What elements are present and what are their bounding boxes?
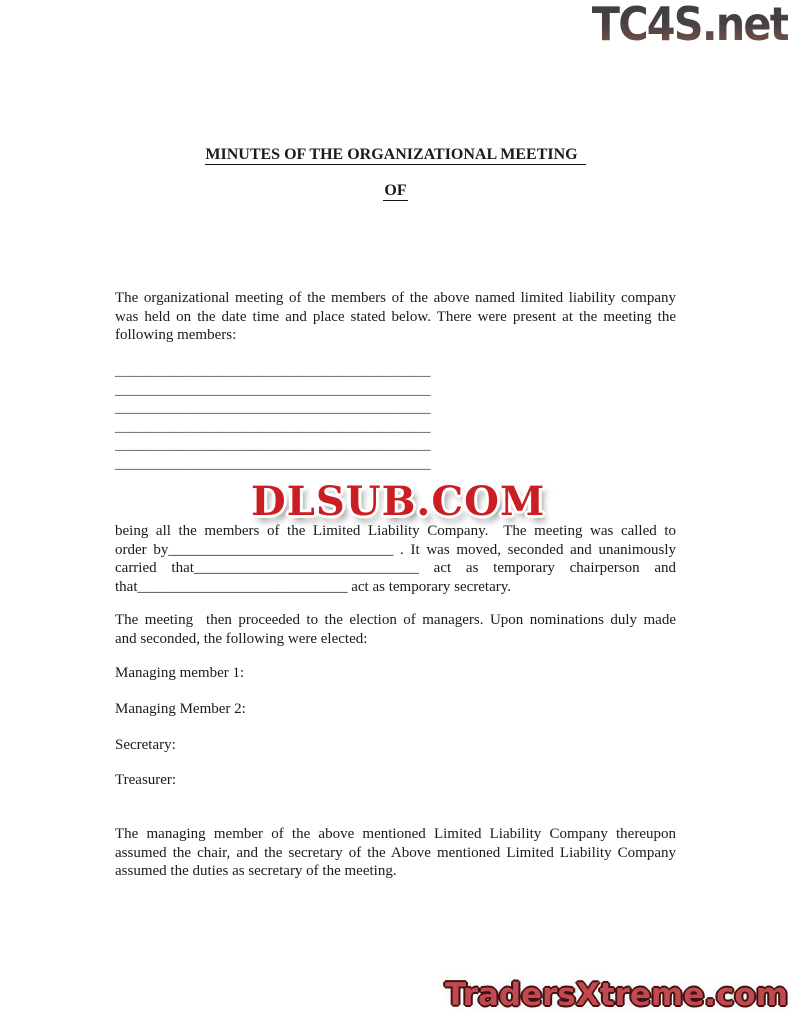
signature-blank-line: _________________________________________	[115, 437, 431, 453]
tradersxtreme-watermark: TradersXtreme.com	[444, 977, 788, 1013]
paragraph-line: assumed the chair, and the secretary of the Above mentioned Limited Liability Company	[115, 844, 676, 861]
paragraph-line: order by______________________________ . It was moved, seconded and unanimously	[115, 541, 676, 558]
paragraph-line: that____________________________ act as temporary secretary.	[115, 578, 512, 595]
document-subtitle-text: OF	[384, 182, 407, 199]
signature-blank-line: _________________________________________	[115, 381, 431, 398]
paragraph-call-to-order	[115, 522, 676, 596]
tc4s-logo-watermark: TC4S.net	[592, 0, 788, 51]
signature-blank-line: _________________________________________	[115, 400, 431, 416]
paragraph-assumed-duties	[115, 825, 676, 881]
document-title-text: MINUTES OF THE ORGANIZATIONAL MEETING	[205, 146, 585, 165]
paragraph-line: The organizational meeting of the members of the above named limited liability company	[115, 290, 676, 306]
paragraph-line: The meeting then proceeded to the election of managers. Upon nominations duly made	[115, 612, 676, 628]
paragraph-line: being all the members of the Limited Liability Company. The meeting was called to	[115, 523, 676, 539]
paragraph-line: assumed the duties as secretary of the meeting.	[115, 863, 397, 879]
paragraph-line: following members:	[115, 327, 237, 343]
label-managing-member-2: Managing Member 2:	[115, 701, 246, 717]
paragraph-election	[115, 611, 676, 648]
paragraph-line: The managing member of the above mentioned Limited Liability Company thereupon	[115, 826, 676, 842]
signature-blank-line: _________________________________________	[115, 363, 431, 379]
paragraph-line: was held on the date time and place stated below. There were present at the meeting the	[115, 308, 676, 325]
label-managing-member-1: Managing member 1:	[115, 665, 245, 681]
signature-blank-line: _________________________________________	[115, 418, 431, 435]
label-treasurer: Treasurer:	[115, 772, 177, 788]
member-signature-lines	[115, 362, 676, 473]
signature-blank-line: _________________________________________	[115, 455, 431, 472]
paragraph-line: carried that______________________________ act as temporary chairperson and	[115, 560, 676, 576]
document-subtitle	[115, 182, 676, 201]
paragraph-line: and seconded, the following were elected:	[115, 630, 368, 647]
paragraph-opening	[115, 289, 676, 345]
document-title	[115, 146, 676, 165]
dlsub-watermark: DLSUB.COM	[251, 478, 546, 525]
label-secretary: Secretary:	[115, 737, 176, 753]
